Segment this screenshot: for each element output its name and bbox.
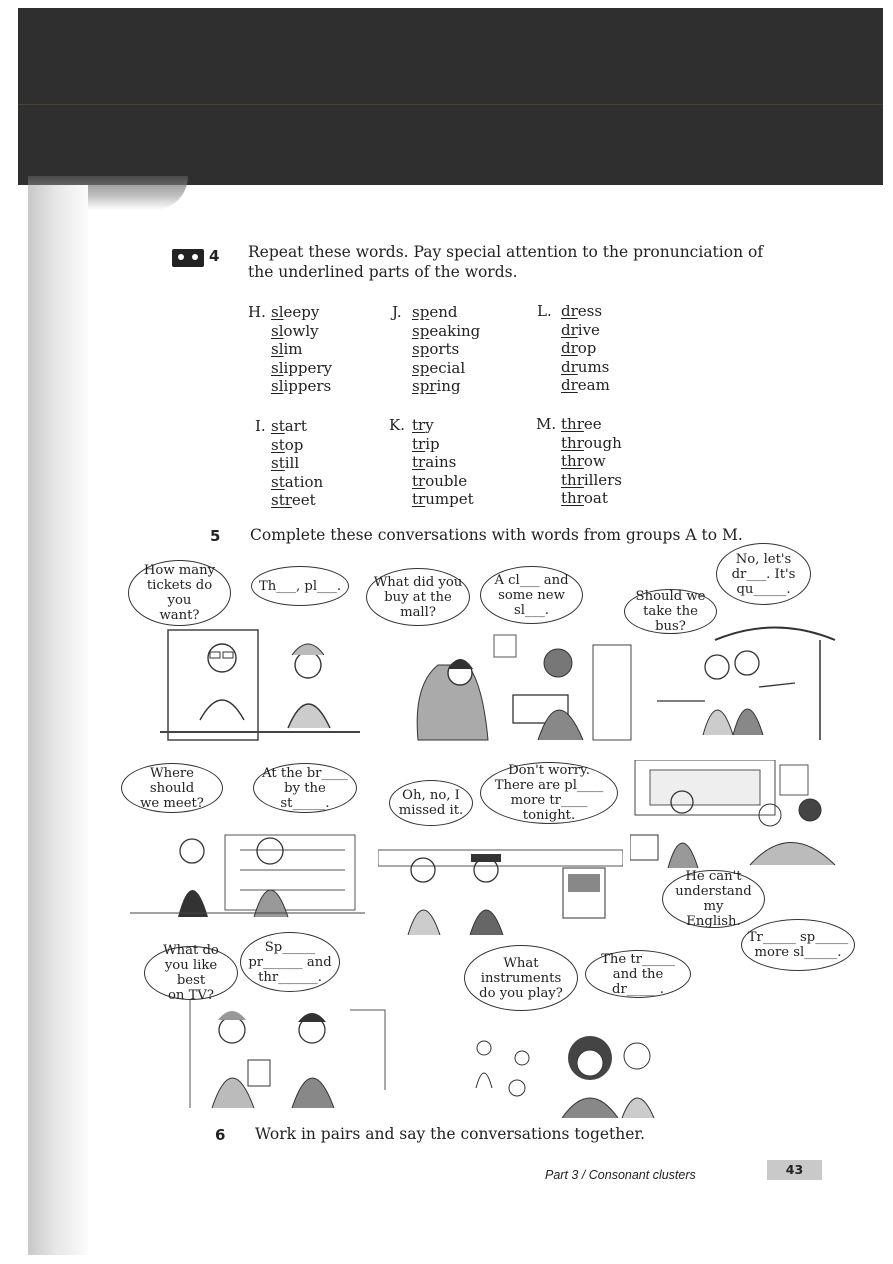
speech-bubble-meeting-answer: [253, 763, 357, 813]
binding-shadow: [28, 185, 88, 1255]
speech-bubble-what-do-you-like: [144, 943, 238, 1003]
word-item: [561, 376, 610, 395]
bubble-line: sl___.: [514, 602, 549, 618]
bubble-line: and the dr_____.: [612, 966, 664, 997]
bubble-line: by the st_____.: [280, 780, 330, 811]
word-item: [412, 435, 474, 454]
underlined-cluster: sl: [271, 303, 284, 321]
word-rest: ing: [436, 377, 461, 396]
bubble-line: English.: [686, 914, 741, 929]
word-rest: eet: [291, 491, 316, 510]
tv-survey-illustration: [170, 990, 395, 1110]
bubble-line: What did you: [373, 574, 463, 590]
group-letter: L.: [537, 302, 552, 320]
underlined-cluster: tr: [412, 434, 426, 453]
classroom-illustration: [630, 760, 840, 870]
bubble-line: thr______.: [258, 969, 322, 985]
exercise-4-number: 4: [209, 247, 220, 265]
underlined-cluster: sp: [412, 358, 430, 377]
word-rest: eam: [577, 376, 610, 395]
word-item: [271, 322, 332, 341]
bubble-line: He can't: [685, 869, 742, 884]
word-rest: umpet: [425, 490, 474, 509]
word-rest: y: [425, 416, 434, 434]
word-rest: eaking: [429, 321, 481, 340]
bubble-line: A cl___ and: [494, 572, 569, 588]
word-item: [561, 339, 610, 358]
word-rest: im: [283, 340, 303, 359]
bubble-line: missed it.: [398, 803, 464, 818]
bubble-line: pr______ and: [248, 954, 332, 970]
exercise-6-instruction: Work in pairs and say the conversations together.: [255, 1125, 646, 1143]
word-rest: ippers: [283, 377, 332, 396]
word-rest: end: [429, 303, 458, 321]
underlined-cluster: thr: [561, 489, 584, 508]
underlined-cluster: tr: [412, 453, 426, 472]
bubble-line: There are pl____: [494, 778, 604, 793]
bubble-line: What: [503, 955, 539, 971]
word-rest: ough: [583, 433, 622, 452]
bubble-line: want?: [159, 608, 200, 623]
word-rest: ouble: [425, 471, 468, 490]
word-item: [412, 472, 474, 491]
cassette-icon: [172, 249, 204, 267]
footer-section-title: Part 3 / Consonant clusters: [545, 1168, 696, 1182]
bubble-line: At the br____: [262, 765, 348, 781]
word-item: [412, 303, 480, 322]
speech-bubble-what-instruments: [464, 945, 578, 1011]
word-item: [271, 473, 323, 492]
word-item: [412, 340, 480, 359]
speech-bubble-instruments-answer: [585, 950, 691, 998]
bubble-line: Should we: [635, 589, 706, 604]
underlined-cluster: sp: [412, 340, 430, 359]
word-item: [271, 436, 323, 455]
bubble-line: take the bus?: [643, 604, 698, 634]
word-item: [271, 359, 332, 378]
word-rest: ip: [425, 434, 440, 453]
underlined-cluster: dr: [561, 376, 578, 395]
mall-shopping-illustration: [408, 625, 643, 745]
word-item: [561, 358, 610, 377]
bubble-line: understand my: [675, 884, 752, 914]
underlined-cluster: sp: [412, 303, 430, 321]
word-rest: ation: [284, 472, 324, 491]
word-item: [561, 489, 622, 508]
speech-bubble-where-should-we-meet: [121, 763, 223, 813]
underlined-cluster: sl: [271, 377, 284, 396]
word-rest: orts: [429, 340, 460, 359]
word-rest: op: [284, 435, 304, 454]
word-item: [412, 377, 480, 396]
bubble-line: qu_____.: [736, 581, 791, 597]
word-item: [561, 415, 622, 434]
band-illustration: [462, 1008, 667, 1118]
underlined-cluster: st: [271, 472, 285, 491]
underlined-cluster: dr: [561, 320, 578, 339]
word-rest: ee: [583, 415, 602, 433]
word-item: [561, 321, 610, 340]
bubble-line: some new: [498, 587, 565, 603]
word-rest: owly: [283, 321, 319, 340]
bubble-line: What do: [163, 943, 219, 958]
bubble-line: do you play?: [479, 985, 563, 1001]
word-item: [561, 434, 622, 453]
speech-bubble-should-we-take-bus: [624, 589, 717, 634]
bubble-line: The tr_____: [601, 951, 675, 967]
speech-bubble-try-speaking: [741, 919, 855, 971]
word-item: [271, 417, 323, 436]
word-rest: ow: [583, 452, 606, 471]
group-letter: I.: [255, 417, 266, 435]
bubble-line: more tr____ tonight.: [510, 793, 588, 823]
underlined-cluster: tr: [412, 490, 426, 509]
underlined-cluster: st: [271, 454, 285, 473]
bubble-line: How many: [143, 563, 216, 578]
underlined-cluster: sp: [412, 321, 430, 340]
word-rest: oat: [583, 489, 608, 508]
exercise-5-number: 5: [210, 527, 221, 545]
underlined-cluster: dr: [561, 339, 578, 358]
word-rest: ums: [577, 357, 610, 376]
bubble-line: Tr_____ sp_____: [747, 930, 849, 945]
bubble-line: Sp_____: [264, 939, 316, 955]
ticket-booth-illustration: [160, 610, 360, 745]
word-item: [561, 452, 622, 471]
word-rest: op: [577, 339, 597, 358]
bubble-line: Oh, no, I: [402, 788, 460, 803]
speech-bubble-cant-understand: [662, 870, 765, 928]
underlined-cluster: tr: [412, 471, 426, 490]
underlined-cluster: st: [271, 417, 285, 435]
word-item: [271, 377, 332, 396]
word-item: [412, 359, 480, 378]
word-item: [412, 322, 480, 341]
group-letter: H.: [248, 303, 266, 321]
word-item: [271, 454, 323, 473]
bubble-line: Don't worry.: [508, 763, 590, 778]
speech-bubble-tv-answer: [240, 932, 340, 992]
speech-bubble-missed-it: [389, 780, 473, 826]
underlined-cluster: thr: [561, 433, 584, 452]
exercise-6-number: 6: [215, 1126, 226, 1144]
word-rest: art: [284, 417, 307, 435]
word-rest: ill: [284, 454, 300, 473]
bubble-line: instruments: [480, 970, 562, 986]
word-item: [271, 340, 332, 359]
word-rest: ess: [577, 302, 603, 320]
underlined-cluster: st: [271, 435, 285, 454]
word-rest: ecial: [429, 358, 466, 377]
word-item: [412, 490, 474, 509]
train-station-illustration: [378, 840, 623, 935]
underlined-cluster: tr: [412, 416, 426, 434]
bubble-line: tickets do you: [146, 578, 213, 608]
word-rest: eepy: [283, 303, 320, 321]
exercise-5-instruction: Complete these conversations with words from groups A to M.: [250, 526, 743, 544]
word-item: [412, 453, 474, 472]
bubble-line: Th___, pl___.: [258, 578, 342, 594]
speech-bubble-dont-worry: [480, 762, 618, 824]
word-rest: ive: [577, 320, 600, 339]
underlined-cluster: sl: [271, 321, 284, 340]
page-number: 43: [767, 1160, 822, 1180]
underlined-cluster: dr: [561, 357, 578, 376]
word-rest: ains: [425, 453, 457, 472]
speech-bubble-tickets-answer: [251, 566, 349, 606]
group-letter: M.: [536, 415, 557, 433]
speech-bubble-lets-drive: [716, 543, 811, 605]
bubble-line: more sl_____.: [754, 945, 842, 960]
speech-bubble-how-many-tickets: [128, 560, 231, 626]
bubble-line: No, let's: [735, 551, 792, 567]
exercise-4-instruction: Repeat these words. Pay special attention to the pronunciation of the underlined parts of the words.: [248, 243, 764, 281]
group-letter: K.: [389, 416, 405, 434]
underlined-cluster: thr: [561, 470, 584, 489]
underlined-cluster: sl: [271, 340, 284, 359]
bubble-line: dr___. It's: [731, 566, 796, 582]
speech-bubble-what-did-you-buy: [366, 568, 470, 626]
word-item: [561, 471, 622, 490]
word-item: [271, 303, 332, 322]
word-item: [412, 416, 474, 435]
word-item: [271, 491, 323, 510]
underlined-cluster: thr: [561, 415, 584, 433]
underlined-cluster: str: [271, 491, 292, 510]
word-rest: ippery: [283, 358, 333, 377]
underlined-cluster: thr: [561, 452, 584, 471]
bubble-line: you like best: [164, 958, 218, 988]
bubble-line: buy at the mall?: [384, 589, 452, 620]
group-letter: J.: [392, 303, 402, 321]
word-rest: illers: [583, 470, 622, 489]
scan-shadow-band: [18, 8, 883, 185]
street-meeting-illustration: [130, 825, 365, 920]
bubble-line: we meet?: [140, 795, 204, 811]
underlined-cluster: dr: [561, 302, 578, 320]
word-item: [561, 302, 610, 321]
underlined-cluster: sl: [271, 358, 284, 377]
underlined-cluster: spr: [412, 377, 437, 396]
bubble-line: Where should: [149, 765, 195, 796]
bubble-line: on TV?: [167, 988, 214, 1003]
speech-bubble-mall-answer: [480, 566, 583, 624]
